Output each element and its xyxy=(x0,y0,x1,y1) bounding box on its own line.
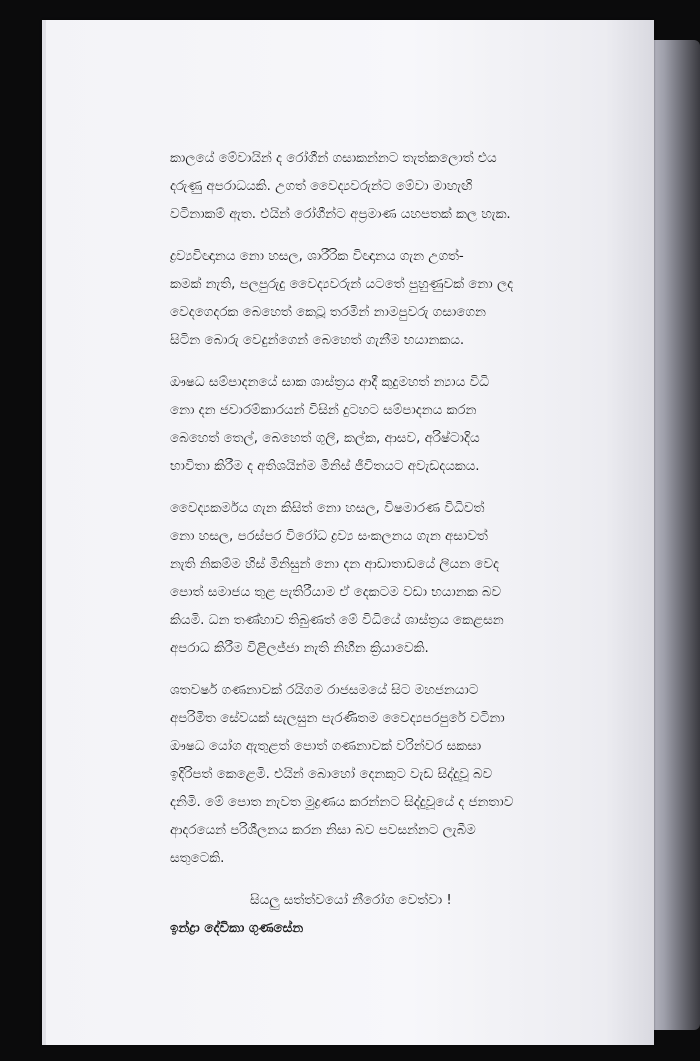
text-line: නැති නිකම්ම හිස් මිනිසුන් නො දන ආඩාතාඩයේ ලියන වෙද xyxy=(170,557,499,572)
text-line: පොත් සමාජය තුළ පැතිරීයාම ඒ දෙකටම වඩා භයානක බව xyxy=(170,585,502,600)
text-line: අපරිමිත සේවයක් සැලසුන පැරණිතම වෛද්‍යපරපුරේ වටිනා xyxy=(170,711,505,726)
text-line: ශතවර්ෂ ගණනාවක් රයිගම රාජසමයේ සිට මහජනයාට xyxy=(170,683,479,698)
text-line: ආදරයෙන් පරිශීලනය කරන නිසා බව පවසන්නට ලැබීම xyxy=(170,823,476,838)
text-line: නො හසල, පරස්පර විරෝධ ද්‍රව්‍ය සංකලනය ගැන අසාවත් xyxy=(170,529,488,544)
text-line: සතුටෙකි. xyxy=(170,851,225,866)
paragraph-3 xyxy=(170,369,630,481)
text-line: භාවිතා කිරීම ද අතිශයින්ම මිනිස් ජීවිතයට අවැඩදයකය. xyxy=(170,459,480,474)
text-line: ද්‍රව්‍යවිඥානය නො හසල, ශාරීරික විඥානය ගැන උගත්- xyxy=(170,249,464,264)
text-line: බෙහෙත් තෙල්, බෙහෙත් ගුලි, කල්ක, ආසව, අරිෂ්ටාදිය xyxy=(170,431,480,446)
text-line: කාලයේ මේවායින් ද රෝගීන් ගසාකන්නට තැත්කලොත් එය xyxy=(170,151,497,166)
page-left-edge xyxy=(42,20,46,1045)
text-line: අපරාධ කිරීම විළිලජ්ජා නැති නිහීන ක්‍රියාවෙකි. xyxy=(170,641,429,656)
text-line: ඖෂධ සම්පාදනයේ සාක ශාස්ත්‍රය ආදී කුදුමහත් න්‍යාය විධි xyxy=(170,375,490,390)
text-line: කමක් නැති, පලපුරුදු වෛද්‍යවරුන් යටතේ පුහුණුවක් නො ලද xyxy=(170,277,514,292)
text-line: කියමි. ධන තණ්හාව තිබුණත් මේ විධියේ ශාස්ත්‍රය කෙළසන xyxy=(170,613,504,628)
text-line: වෙදගෙදරක බෙහෙත් කෙටූ තරමින් නාමපුවරු ගසාගෙන xyxy=(170,305,486,320)
paragraph-5 xyxy=(170,677,630,873)
paragraph-2 xyxy=(170,243,630,355)
text-line: වටිනාකම් ඇත. එයින් රෝගීන්ට අප්‍රමාණ යහපතක් කල හැක. xyxy=(170,207,511,222)
text-line: සිටින බොරු වෙදුන්ගෙන් බෙහෙත් ගැනීම භයානකය. xyxy=(170,333,465,348)
page-text xyxy=(170,145,630,943)
text-line: දනිමි. මේ පොත නැවත මුද්‍රණය කරන්නට සිද්දුවූයේ ද ජනතාව xyxy=(170,795,514,810)
blessing-line: සියලු සත්ත්වයෝ නීරෝග වෙත්වා ! xyxy=(250,893,452,908)
text-line: ඉදිරිපත් කෙළෙමි. එයින් බොහෝ දෙනකුට වැඩ සිද්දුවූ බව xyxy=(170,767,493,782)
text-line: දරුණු අපරාධයකි. උගත් වෛද්‍යවරුන්ට මේවා මාහැඟි xyxy=(170,179,473,194)
text-line: නො දන ජවාරම්කාරයන් විසින් දුටහට සම්පාදනය කරන xyxy=(170,403,477,418)
text-line: ඖෂධ යෝග ඇතුළත් පොත් ගණනාවක් වරින්වර සකසා xyxy=(170,739,482,754)
paragraph-1 xyxy=(170,145,630,229)
paragraph-4 xyxy=(170,495,630,663)
text-line: වෛද්‍යකර්මය ගැන කිසිත් නො හසල, විෂමාරණ විධිවත් xyxy=(170,501,485,516)
author-signature: ඉන්ද්‍රා දේවිකා ගුණසේන xyxy=(170,921,304,936)
